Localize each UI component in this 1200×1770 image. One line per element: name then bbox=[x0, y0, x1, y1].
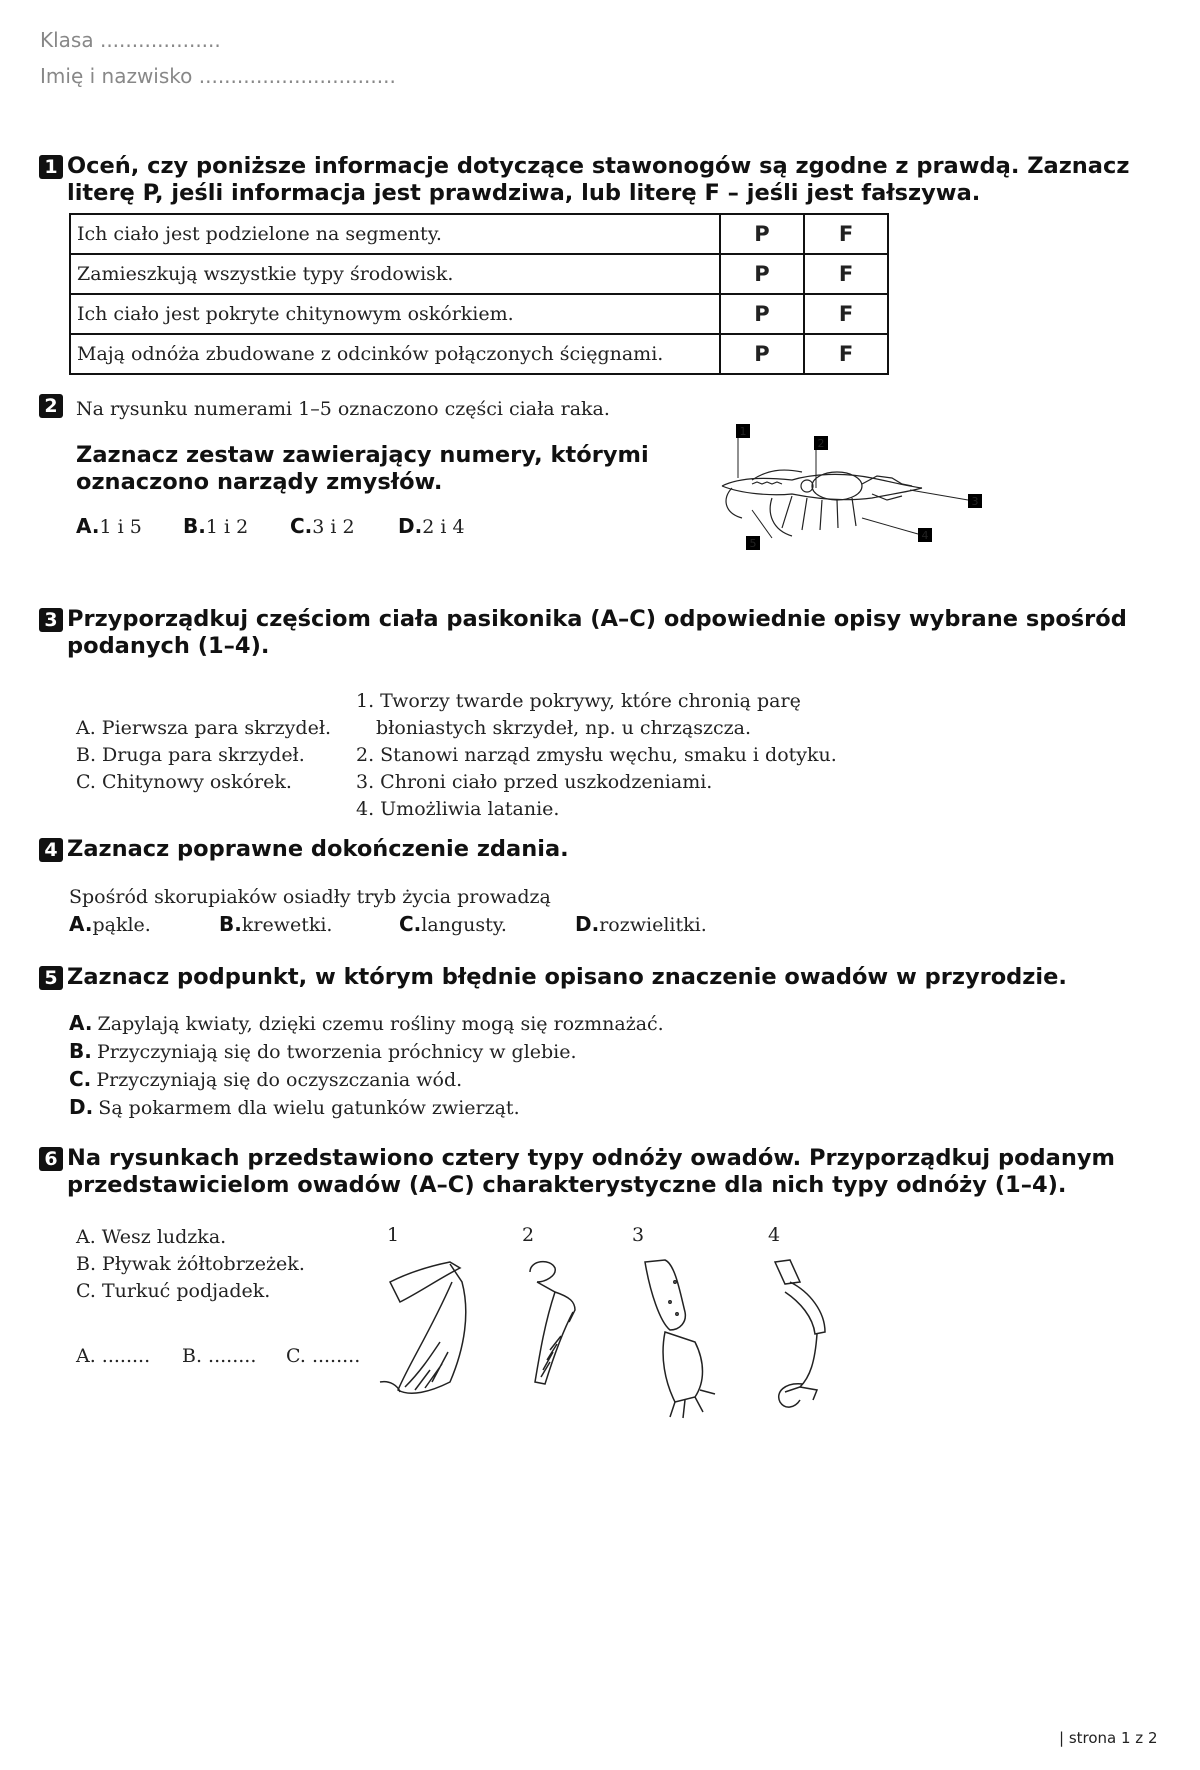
question-title: Przyporządkuj częściom ciała pasikonika (A–C) odpowiednie opisy wybrane spośród podanych (1–4). bbox=[67, 606, 1127, 659]
list-item: C. Chitynowy oskórek. bbox=[76, 771, 292, 793]
option-c[interactable]: C. Przyczyniają się do oczyszczania wód. bbox=[69, 1067, 463, 1091]
question-1 bbox=[39, 153, 1159, 207]
list-item: 3. Chroni ciało przed uszkodzeniami. bbox=[356, 771, 713, 793]
question-number: 4 bbox=[39, 838, 63, 862]
body-parts-list bbox=[76, 715, 346, 796]
figure-label-3: 3 bbox=[971, 495, 979, 508]
false-option[interactable]: F bbox=[804, 214, 888, 254]
list-item: B. Druga para skrzydeł. bbox=[76, 744, 305, 766]
answer-c-blank[interactable]: C. ........ bbox=[286, 1345, 361, 1367]
page-number: | strona 1 z 2 bbox=[1059, 1729, 1158, 1747]
true-false-table bbox=[69, 213, 889, 375]
true-option[interactable]: P bbox=[720, 254, 804, 294]
option-a[interactable]: A. Zapylają kwiaty, dzięki czemu rośliny mogą się rozmnażać. bbox=[69, 1011, 664, 1035]
leg-1-drawing bbox=[370, 1252, 490, 1412]
answer-options bbox=[69, 1010, 869, 1122]
leg-number-2: 2 bbox=[522, 1224, 535, 1246]
question-number: 6 bbox=[39, 1147, 63, 1171]
list-item: A. Wesz ludzka. bbox=[76, 1226, 227, 1248]
list-item: A. Pierwsza para skrzydeł. bbox=[76, 717, 332, 739]
option-c[interactable]: C.langusty. bbox=[399, 912, 507, 936]
leg-number-3: 3 bbox=[632, 1224, 645, 1246]
question-5 bbox=[39, 964, 1159, 991]
table-row bbox=[70, 294, 888, 334]
leg-4-drawing bbox=[755, 1252, 855, 1422]
question-3 bbox=[39, 606, 1159, 660]
table-row bbox=[70, 214, 888, 254]
option-b[interactable]: B.1 i 2 bbox=[183, 514, 249, 538]
question-6 bbox=[39, 1145, 1159, 1199]
crayfish-figure bbox=[712, 418, 1002, 558]
option-a[interactable]: A.pąkle. bbox=[69, 912, 151, 936]
answer-blanks bbox=[76, 1345, 376, 1367]
question-title: Zaznacz zestaw zawierający numery, którymi oznaczono narządy zmysłów. bbox=[76, 442, 649, 495]
descriptions-list bbox=[356, 688, 916, 823]
option-a[interactable]: A.1 i 5 bbox=[76, 514, 142, 538]
answer-b-blank[interactable]: B. ........ bbox=[182, 1345, 257, 1367]
question-title: Zaznacz podpunkt, w którym błędnie opisano znaczenie owadów w przyrodzie. bbox=[67, 964, 1067, 990]
figure-label-4: 4 bbox=[921, 529, 929, 542]
list-item: 2. Stanowi narząd zmysłu węchu, smaku i dotyku. bbox=[356, 744, 837, 766]
question-4 bbox=[39, 836, 1159, 863]
question-2 bbox=[39, 394, 63, 418]
answer-options bbox=[76, 514, 596, 538]
statement-cell: Ich ciało jest podzielone na segmenty. bbox=[70, 214, 720, 254]
question-number: 1 bbox=[39, 155, 63, 179]
false-option[interactable]: F bbox=[804, 254, 888, 294]
leg-number-4: 4 bbox=[768, 1224, 781, 1246]
question-number: 5 bbox=[39, 966, 63, 990]
answer-options bbox=[69, 912, 789, 936]
question-title: Oceń, czy poniższe informacje dotyczące stawonogów są zgodne z prawdą. Zaznacz literę P, jeśli informacja jest prawdziwa, lub literę F – jeśli jest fałszywa. bbox=[67, 153, 1130, 206]
option-c[interactable]: C.3 i 2 bbox=[290, 514, 355, 538]
list-item: 1. Tworzy twarde pokrywy, które chronią parę bbox=[356, 690, 801, 712]
question-title: Zaznacz poprawne dokończenie zdania. bbox=[67, 836, 569, 862]
statement-cell: Ich ciało jest pokryte chitynowym oskórkiem. bbox=[70, 294, 720, 334]
option-d[interactable]: D. Są pokarmem dla wielu gatunków zwierząt. bbox=[69, 1095, 520, 1119]
table-row bbox=[70, 254, 888, 294]
option-b[interactable]: B. Przyczyniają się do tworzenia próchnicy w glebie. bbox=[69, 1039, 577, 1063]
option-b[interactable]: B.krewetki. bbox=[219, 912, 333, 936]
list-item: błoniastych skrzydeł, np. u chrząszcza. bbox=[376, 717, 752, 739]
false-option[interactable]: F bbox=[804, 334, 888, 374]
table-row bbox=[70, 334, 888, 374]
question-intro: Na rysunku numerami 1–5 oznaczono części ciała raka. bbox=[76, 398, 610, 420]
statement-cell: Zamieszkują wszystkie typy środowisk. bbox=[70, 254, 720, 294]
true-option[interactable]: P bbox=[720, 214, 804, 254]
sentence-stem: Spośród skorupiaków osiadły tryb życia prowadzą bbox=[69, 886, 551, 908]
figure-label-2: 2 bbox=[817, 437, 825, 450]
class-field: Klasa ................... bbox=[40, 28, 221, 52]
leg-2-drawing bbox=[515, 1252, 595, 1412]
list-item: 4. Umożliwia latanie. bbox=[356, 798, 560, 820]
question-title: Na rysunkach przedstawiono cztery typy odnóży owadów. Przyporządkuj podanym przedstawicielom owadów (A–C) charakterystyczne dla nich typy odnóży (1–4). bbox=[67, 1145, 1115, 1198]
question-number: 2 bbox=[39, 394, 63, 418]
name-field: Imię i nazwisko ............................... bbox=[40, 64, 396, 88]
leg-3-drawing bbox=[625, 1252, 735, 1422]
false-option[interactable]: F bbox=[804, 294, 888, 334]
list-item: C. Turkuć podjadek. bbox=[76, 1280, 271, 1302]
true-option[interactable]: P bbox=[720, 334, 804, 374]
option-d[interactable]: D.rozwielitki. bbox=[575, 912, 707, 936]
insects-list bbox=[76, 1224, 356, 1305]
leg-number-1: 1 bbox=[387, 1224, 400, 1246]
figure-label-1: 1 bbox=[739, 425, 747, 438]
question-number: 3 bbox=[39, 608, 63, 632]
figure-label-5: 5 bbox=[749, 537, 757, 550]
option-d[interactable]: D.2 i 4 bbox=[398, 514, 465, 538]
list-item: B. Pływak żółtobrzeżek. bbox=[76, 1253, 305, 1275]
true-option[interactable]: P bbox=[720, 294, 804, 334]
statement-cell: Mają odnóża zbudowane z odcinków połączonych ścięgnami. bbox=[70, 334, 720, 374]
answer-a-blank[interactable]: A. ........ bbox=[76, 1345, 151, 1367]
